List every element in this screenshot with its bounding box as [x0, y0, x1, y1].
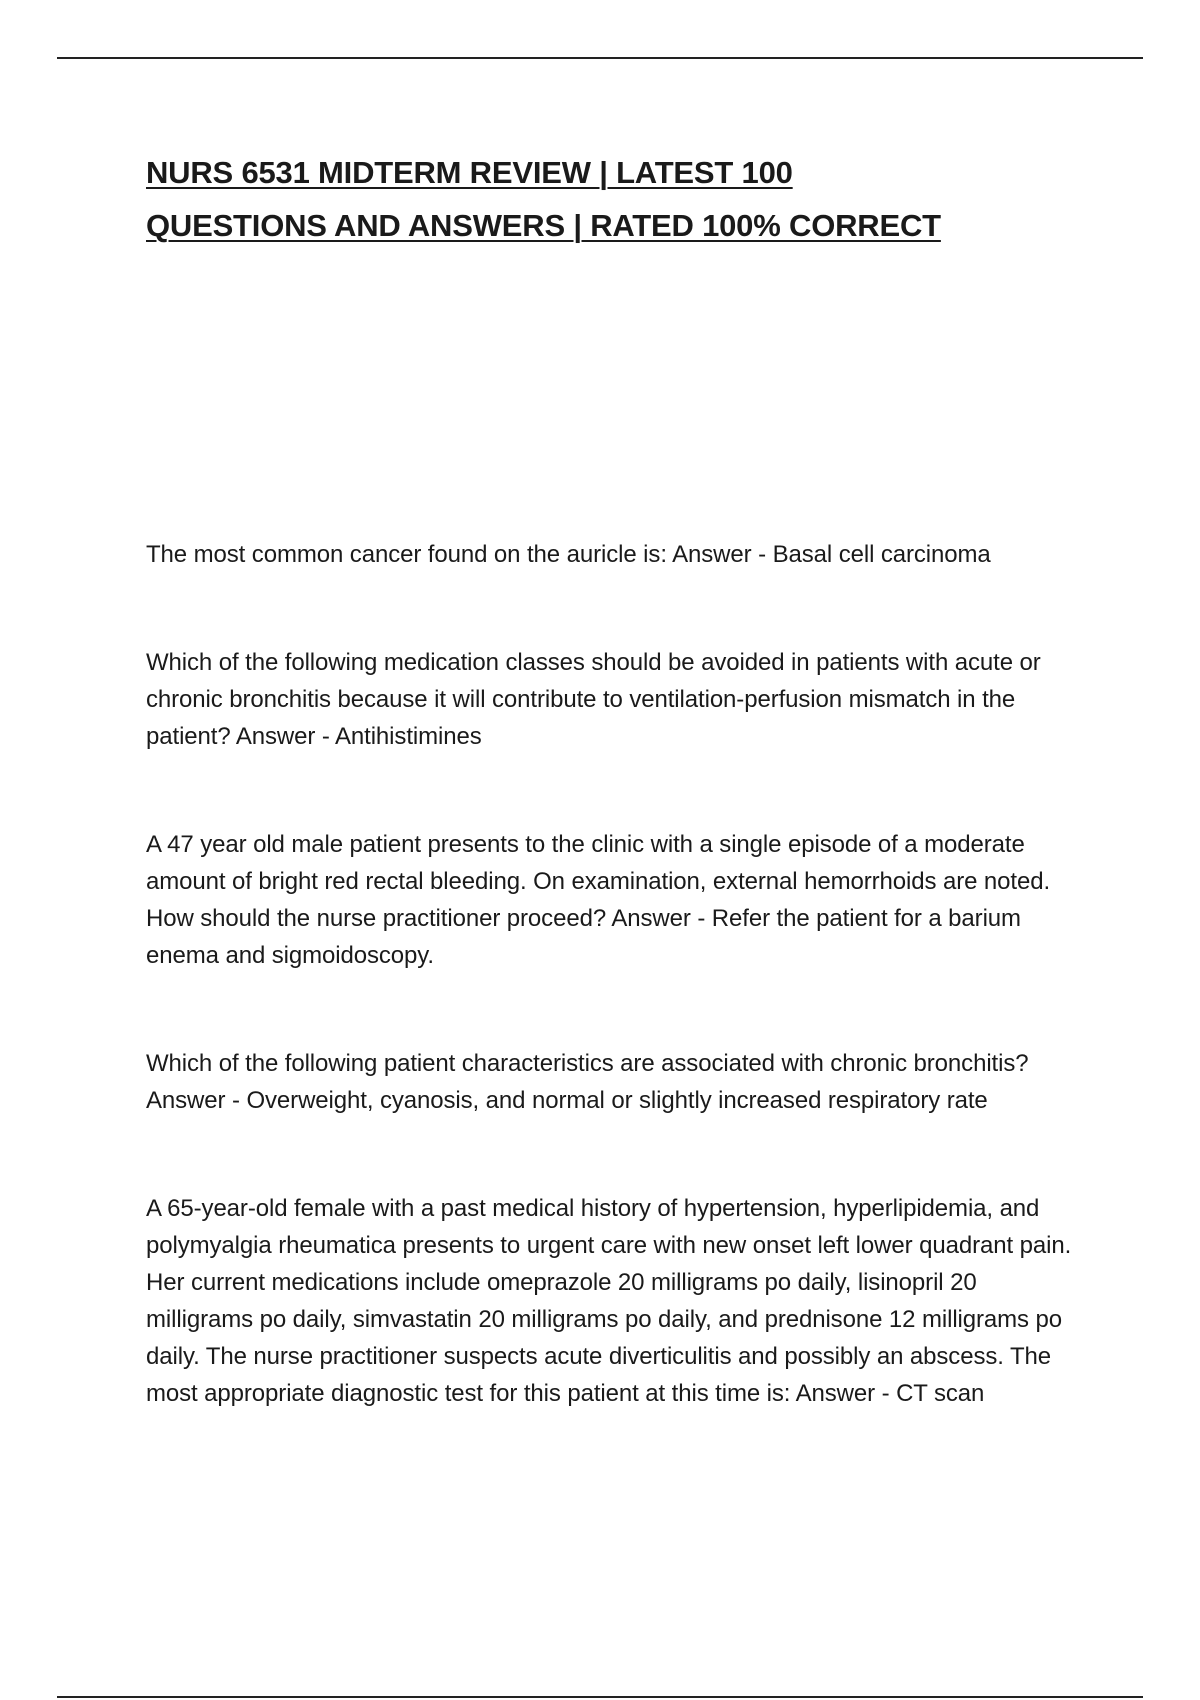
- header-rule: [57, 57, 1143, 59]
- qa-list: [146, 536, 1076, 1483]
- footer-rule: [57, 1696, 1143, 1698]
- document-title-line-1: NURS 6531 MIDTERM REVIEW | LATEST 100: [146, 155, 793, 190]
- document-title: [146, 146, 1076, 252]
- qa-item: Which of the following patient characteristics are associated with chronic bronchitis? Answer - Overweight, cyanosis, and normal or slightly increased respiratory rate: [146, 1050, 1029, 1114]
- qa-item: Which of the following medication classes should be avoided in patients with acute or chronic bronchitis because it will contribute to ventilation-perfusion mismatch in the patient? Answer - Antihistimines: [146, 649, 1041, 750]
- document-title-line-2: QUESTIONS AND ANSWERS | RATED 100% CORRECT: [146, 208, 941, 243]
- qa-item: A 47 year old male patient presents to the clinic with a single episode of a moderate amount of bright red rectal bleeding. On examination, external hemorrhoids are noted. How should the nurse practitioner proceed? Answer - Refer the patient for a barium enema and sigmoidoscopy.: [146, 831, 1051, 969]
- qa-item: The most common cancer found on the auricle is: Answer - Basal cell carcinoma: [146, 541, 991, 568]
- qa-item: A 65-year-old female with a past medical history of hypertension, hyperlipidemia, and polymyalgia rheumatica presents to urgent care with new onset left lower quadrant pain. Her current medications include omeprazole 20 milligrams po daily, lisinopril 20 milligrams po daily, simvastatin 20 milligrams po daily, and prednisone 12 milligrams po daily. The nurse practitioner suspects acute diverticulitis and possibly an abscess. The most appropriate diagnostic test for this patient at this time is: Answer - CT scan: [146, 1195, 1072, 1407]
